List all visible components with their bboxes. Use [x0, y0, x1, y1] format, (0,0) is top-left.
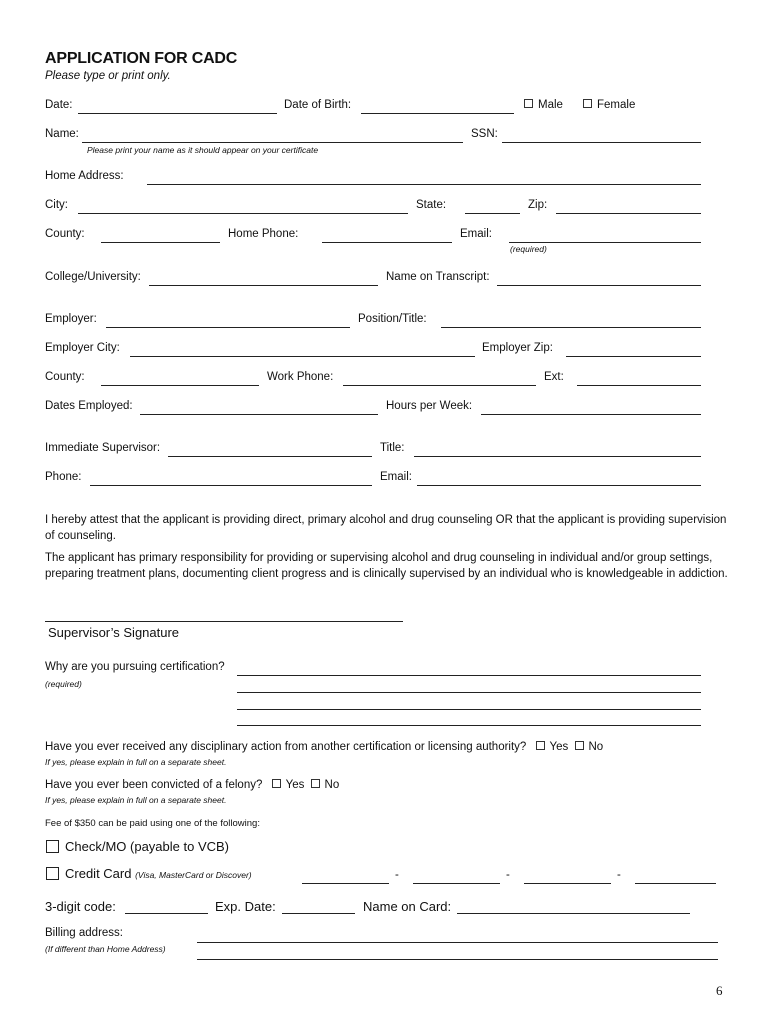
email-field[interactable] — [509, 242, 701, 243]
position-label: Position/Title: — [358, 313, 427, 325]
employer-city-field[interactable] — [130, 356, 475, 357]
position-field[interactable] — [441, 327, 701, 328]
supervisor-title-field[interactable] — [414, 456, 701, 457]
card-number-group-2[interactable] — [413, 883, 500, 884]
felony-question — [45, 779, 339, 791]
college-field[interactable] — [149, 285, 378, 286]
female-checkbox[interactable] — [583, 99, 592, 108]
name-on-card-label: Name on Card: — [363, 899, 452, 914]
ext-label: Ext: — [544, 371, 564, 383]
work-county-label: County: — [45, 371, 85, 383]
state-label: State: — [416, 199, 447, 211]
card-dash-2: - — [506, 869, 510, 881]
disciplinary-yes-checkbox[interactable] — [536, 741, 545, 750]
ext-field[interactable] — [577, 385, 701, 386]
disciplinary-no-checkbox[interactable] — [575, 741, 584, 750]
supervisor-title-label: Title: — [380, 442, 405, 454]
credit-card-label: Credit Card — [65, 866, 132, 881]
disciplinary-no[interactable] — [575, 741, 604, 753]
zip-label: Zip: — [528, 199, 548, 211]
employer-zip-field[interactable] — [566, 356, 701, 357]
fee-text: Fee of $350 can be paid using one of the following: — [45, 818, 260, 829]
yes-label: Yes — [549, 741, 569, 753]
home-phone-label: Home Phone: — [228, 228, 299, 240]
date-label: Date: — [45, 99, 73, 111]
name-label: Name: — [45, 128, 79, 140]
dates-employed-field[interactable] — [140, 414, 378, 415]
supervisor-email-field[interactable] — [417, 485, 701, 486]
felony-no-checkbox[interactable] — [311, 779, 320, 788]
county-label: County: — [45, 228, 85, 240]
county-field[interactable] — [101, 242, 220, 243]
ssn-label: SSN: — [471, 128, 498, 140]
date-field[interactable] — [78, 113, 277, 114]
name-on-card-field[interactable] — [457, 913, 690, 914]
credit-card-hint: (Visa, MasterCard or Discover) — [135, 870, 252, 880]
supervisor-field[interactable] — [168, 456, 372, 457]
college-label: College/University: — [45, 271, 141, 283]
page-title: APPLICATION FOR CADC — [45, 50, 238, 67]
hours-label: Hours per Week: — [386, 400, 473, 412]
felony-label: Have you ever been convicted of a felony? — [45, 779, 263, 791]
signature-line[interactable] — [45, 621, 403, 622]
card-number-group-1[interactable] — [302, 883, 389, 884]
city-label: City: — [45, 199, 68, 211]
felony-yes[interactable] — [272, 779, 305, 791]
disciplinary-yes[interactable] — [536, 741, 569, 753]
male-checkbox[interactable] — [524, 99, 533, 108]
credit-card-option[interactable] — [46, 866, 252, 881]
supervisor-phone-field[interactable] — [90, 485, 372, 486]
felony-yes-checkbox[interactable] — [272, 779, 281, 788]
signature-label: Supervisor’s Signature — [48, 625, 180, 640]
employer-label: Employer: — [45, 313, 97, 325]
card-number-group-4[interactable] — [635, 883, 716, 884]
why-line-4[interactable] — [237, 725, 701, 726]
why-hint: (required) — [45, 679, 82, 689]
check-label: Check/MO (payable to VCB) — [65, 839, 230, 854]
female-option[interactable] — [583, 99, 635, 111]
name-hint: Please print your name as it should appear on your certificate — [87, 145, 319, 155]
page-number: 6 — [716, 983, 723, 998]
exp-field[interactable] — [282, 913, 355, 914]
transcript-field[interactable] — [497, 285, 701, 286]
disciplinary-hint: If yes, please explain in full on a separate sheet. — [45, 757, 227, 767]
home-address-label: Home Address: — [45, 170, 124, 182]
yes-label: Yes — [285, 779, 305, 791]
home-address-field[interactable] — [147, 184, 701, 185]
why-label: Why are you pursuing certification? — [45, 661, 225, 673]
check-checkbox[interactable] — [46, 840, 59, 853]
work-phone-label: Work Phone: — [267, 371, 334, 383]
why-line-2[interactable] — [237, 692, 701, 693]
name-field[interactable] — [82, 142, 463, 143]
page-subtitle: Please type or print only. — [45, 70, 171, 82]
billing-line-1[interactable] — [197, 942, 718, 943]
card-number-group-3[interactable] — [524, 883, 611, 884]
home-phone-field[interactable] — [322, 242, 452, 243]
disciplinary-label: Have you ever received any disciplinary action from another certification or licensing authority? — [45, 741, 527, 753]
state-field[interactable] — [465, 213, 520, 214]
employer-city-label: Employer City: — [45, 342, 120, 354]
dates-employed-label: Dates Employed: — [45, 400, 133, 412]
credit-card-checkbox[interactable] — [46, 867, 59, 880]
card-dash-1: - — [395, 869, 399, 881]
employer-zip-label: Employer Zip: — [482, 342, 553, 354]
felony-no[interactable] — [311, 779, 340, 791]
check-option[interactable] — [46, 839, 229, 854]
work-county-field[interactable] — [101, 385, 259, 386]
code-label: 3-digit code: — [45, 899, 116, 914]
zip-field[interactable] — [556, 213, 701, 214]
disciplinary-question — [45, 741, 603, 753]
dob-label: Date of Birth: — [284, 99, 352, 111]
billing-line-2[interactable] — [197, 959, 718, 960]
why-line-1[interactable] — [237, 675, 701, 676]
employer-field[interactable] — [106, 327, 350, 328]
no-label: No — [324, 779, 340, 791]
exp-label: Exp. Date: — [215, 899, 276, 914]
dob-field[interactable] — [361, 113, 514, 114]
code-field[interactable] — [125, 913, 208, 914]
email-label: Email: — [460, 228, 492, 240]
ssn-field[interactable] — [502, 142, 701, 143]
city-field[interactable] — [78, 213, 408, 214]
email-hint: (required) — [510, 244, 547, 254]
attestation-paragraph-1: I hereby attest that the applicant is providing direct, primary alcohol and drug counseling OR that the applicant is providing supervision of counseling. — [45, 514, 727, 542]
no-label: No — [588, 741, 604, 753]
billing-label: Billing address: — [45, 927, 123, 939]
billing-hint: (If different than Home Address) — [45, 944, 166, 954]
male-label: Male — [538, 99, 563, 111]
male-option[interactable] — [524, 99, 563, 111]
supervisor-email-label: Email: — [380, 471, 412, 483]
transcript-label: Name on Transcript: — [386, 271, 490, 283]
supervisor-label: Immediate Supervisor: — [45, 442, 161, 454]
attestation-paragraph-2: The applicant has primary responsibility for providing or supervising alcohol and drug counseling in individual and/or group settings, preparing treatment plans, documenting client progress and is clinically supervised by an individual who is knowledgeable in addiction. — [45, 552, 728, 580]
felony-hint: If yes, please explain in full on a separate sheet. — [45, 795, 227, 805]
hours-field[interactable] — [481, 414, 701, 415]
why-line-3[interactable] — [237, 709, 701, 710]
female-label: Female — [597, 99, 636, 111]
work-phone-field[interactable] — [343, 385, 536, 386]
supervisor-phone-label: Phone: — [45, 471, 82, 483]
card-dash-3: - — [617, 869, 621, 881]
